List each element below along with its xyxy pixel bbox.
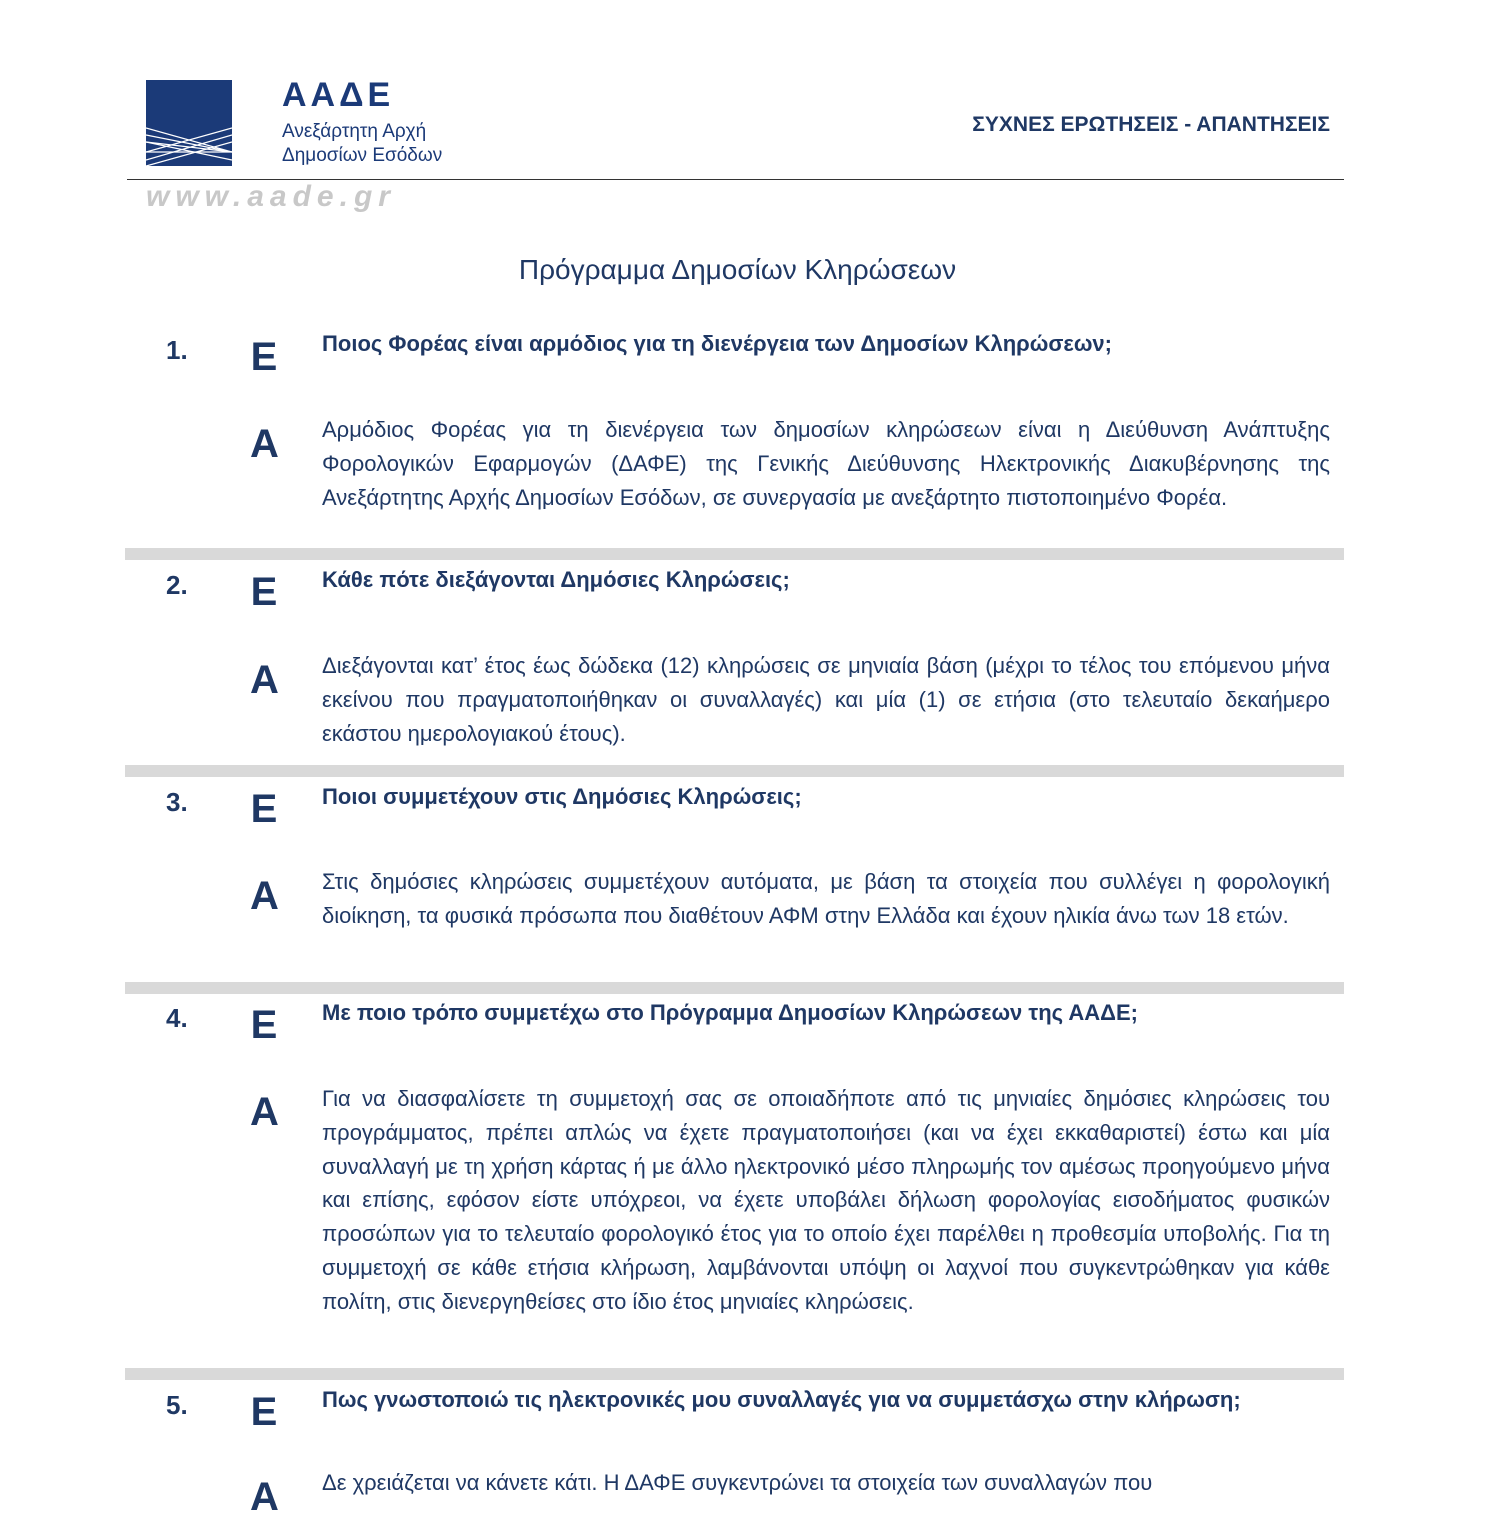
section-label: ΣΥΧΝΕΣ ΕΡΩΤΗΣΕΙΣ - ΑΠΑΝΤΗΣΕΙΣ — [972, 113, 1330, 136]
answer-text: Για να διασφαλίσετε τη συμμετοχή σας σε οποιαδήποτε από τις μηνιαίες δημόσιες κληρώσεις του προγράμματος, πρέπει απλώς να έχετε πραγματοποιήσει (και να έχει εκκαθαριστεί) έστω και μία συναλλαγή με τη χρήση κάρτας ή με άλλο ηλεκτρονικό μέσο πληρωμής τον αμέσως προηγούμενο μήνα και επίσης, εφόσον είστε υπόχρεοι, να έχετε υποβάλει δήλωση φορολογίας εισοδήματος φυσικών προσώπων για το τελευταίο φορολογικό έτος για το οποίο έχει παρέλθει η προθεσμία υποβολής. Για τη συμμετοχή σε κάθε ετήσια κλήρωση, λαμβάνονται υπόψη οι λαχνοί που συγκεντρώθηκαν για κάθε πολίτη, στις διενεργηθείσες στο ίδιο έτος μηνιαίες κληρώσεις. — [322, 1086, 1330, 1314]
answer-text: Αρμόδιος Φορέας για τη διενέργεια των δημοσίων κληρώσεων είναι η Διεύθυνση Ανάπτυξης Φορολογικών Εφαρμογών (ΔΑΦΕ) της Γενικής Διεύθυνσης Ηλεκτρονικής Διακυβέρνησης της Ανεξάρτητης Αρχής Δημοσίων Εσόδων, σε συνεργασία με ανεξάρτητο πιστοποιημένο Φορέα. — [322, 417, 1330, 510]
question-marker: Ε — [250, 1003, 278, 1047]
item-number: 4. — [166, 1003, 188, 1033]
item-number: 3. — [166, 787, 188, 817]
item-number: 2. — [166, 570, 188, 600]
question-text: Κάθε πότε διεξάγονται Δημόσιες Κληρώσεις; — [322, 567, 790, 592]
logo-subtitle-1: Ανεξάρτητη Αρχή — [282, 121, 427, 142]
answer-text: Στις δημόσιες κληρώσεις συμμετέχουν αυτόματα, με βάση τα στοιχεία που συλλέγει η φορολογική διοίκηση, τα φυσικά πρόσωπα που διαθέτουν ΑΦΜ στην Ελλάδα και έχουν ηλικία άνω των 18 ετών. — [322, 869, 1330, 928]
page-title: Πρόγραμμα Δημοσίων Κληρώσεων — [518, 254, 957, 285]
logo-emblem — [146, 80, 232, 166]
website-watermark: www.aade.gr — [146, 180, 396, 213]
question-marker: Ε — [250, 335, 278, 379]
answer-marker: Α — [250, 1475, 279, 1519]
answer-text: Δε χρειάζεται να κάνετε κάτι. Η ΔΑΦΕ συγκεντρώνει τα στοιχεία των συναλλαγών που — [322, 1470, 1153, 1495]
question-text: Ποιος Φορέας είναι αρμόδιος για τη διενέργεια των Δημοσίων Κληρώσεων; — [322, 331, 1112, 356]
item-separator — [125, 982, 1344, 994]
logo-text: ΑΑΔΕ — [282, 76, 395, 114]
item-number: 1. — [166, 335, 188, 365]
answer-marker: Α — [250, 422, 279, 466]
question-text: Πως γνωστοποιώ τις ηλεκτρονικές μου συναλλαγές για να συμμετάσχω στην κλήρωση; — [322, 1387, 1241, 1412]
item-separator — [125, 765, 1344, 777]
question-marker: Ε — [250, 1390, 278, 1434]
question-marker: Ε — [250, 570, 278, 614]
logo-subtitle-2: Δημοσίων Εσόδων — [282, 145, 443, 166]
question-text: Με ποιο τρόπο συμμετέχω στο Πρόγραμμα Δημοσίων Κληρώσεων της ΑΑΔΕ; — [322, 1000, 1138, 1025]
answer-marker: Α — [250, 1090, 279, 1134]
answer-marker: Α — [250, 874, 279, 918]
question-text: Ποιοι συμμετέχουν στις Δημόσιες Κληρώσεις; — [322, 784, 802, 809]
answer-text: Διεξάγονται κατ’ έτος έως δώδεκα (12) κληρώσεις σε μηνιαία βάση (μέχρι το τέλος του επόμενου μήνα εκείνου που πραγματοποιήθηκαν οι συναλλαγές) και μία (1) σε ετήσια (στο τελευταίο δεκαήμερο εκάστου ημερολογιακού έτους). — [322, 653, 1330, 746]
answer-marker: Α — [250, 658, 279, 702]
item-number: 5. — [166, 1390, 188, 1420]
item-separator — [125, 1368, 1344, 1380]
question-marker: Ε — [250, 787, 278, 831]
item-separator — [125, 548, 1344, 560]
